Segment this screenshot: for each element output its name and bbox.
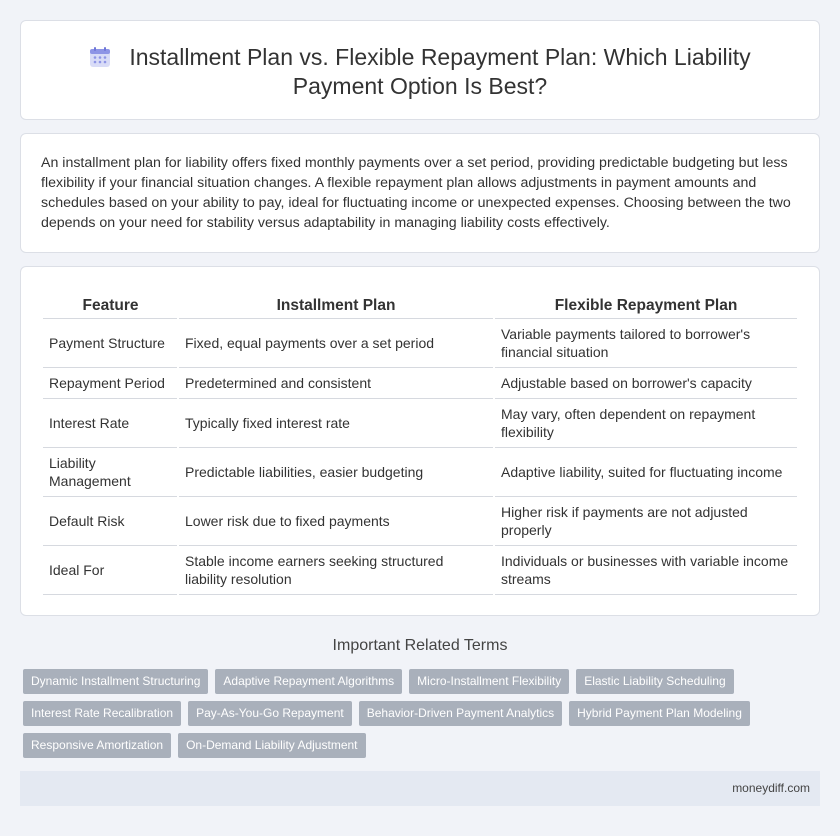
table-cell-flexible: Variable payments tailored to borrower's financial situation (494, 318, 798, 367)
intro-card (20, 133, 820, 253)
table-cell-feature: Liability Management (43, 447, 178, 496)
intro-paragraph: An installment plan for liability offers fixed monthly payments over a set period, providing predictable budgeting but less flexibility if your financial situation changes. A flexible repayment plan allows adjustments in payment amounts and schedules based on your ability to pay, ideal for fluctuating income or unexpected expenses. Choosing between the two depends on your need for stability versus adaptability in managing liability costs effectively. (41, 155, 791, 231)
table-row (43, 545, 798, 594)
related-term-tag[interactable]: Behavior-Driven Payment Analytics (359, 701, 562, 726)
table-cell-feature: Interest Rate (43, 398, 178, 447)
comparison-table (43, 294, 799, 595)
related-term-tag[interactable]: Adaptive Repayment Algorithms (215, 669, 402, 694)
table-cell-installment: Fixed, equal payments over a set period (178, 318, 494, 367)
related-term-tag[interactable]: Dynamic Installment Structuring (23, 669, 208, 694)
table-header-row (43, 294, 798, 318)
table-cell-feature: Default Risk (43, 496, 178, 545)
footer-bar (20, 771, 820, 806)
table-cell-installment: Typically fixed interest rate (178, 398, 494, 447)
related-term-tag[interactable]: On-Demand Liability Adjustment (178, 733, 365, 758)
table-row (43, 398, 798, 447)
calendar-icon (89, 46, 111, 68)
table-row (43, 447, 798, 496)
title-card (20, 20, 820, 120)
table-row (43, 496, 798, 545)
site-name[interactable]: moneydiff.com (732, 781, 810, 795)
related-term-tag[interactable]: Hybrid Payment Plan Modeling (569, 701, 750, 726)
column-header-installment: Installment Plan (178, 294, 494, 318)
related-term-tag[interactable]: Micro-Installment Flexibility (409, 669, 569, 694)
column-header-flexible: Flexible Repayment Plan (494, 294, 798, 318)
table-cell-installment: Lower risk due to fixed payments (178, 496, 494, 545)
table-cell-feature: Payment Structure (43, 318, 178, 367)
related-terms-heading: Important Related Terms (332, 637, 508, 654)
comparison-table-card (20, 266, 820, 616)
table-cell-flexible: Higher risk if payments are not adjusted properly (494, 496, 798, 545)
table-cell-feature: Repayment Period (43, 367, 178, 398)
table-cell-installment: Stable income earners seeking structured liability resolution (178, 545, 494, 594)
related-term-tag[interactable]: Elastic Liability Scheduling (576, 669, 733, 694)
table-cell-flexible: Adjustable based on borrower's capacity (494, 367, 798, 398)
page-title: Installment Plan vs. Flexible Repayment Plan: Which Liability Payment Option Is Best? (129, 44, 751, 99)
table-cell-flexible: May vary, often dependent on repayment flexibility (494, 398, 798, 447)
table-cell-installment: Predetermined and consistent (178, 367, 494, 398)
table-row (43, 367, 798, 398)
table-cell-flexible: Individuals or businesses with variable income streams (494, 545, 798, 594)
related-terms-list (23, 669, 783, 765)
page-title-wrapper (61, 43, 779, 101)
related-term-tag[interactable]: Pay-As-You-Go Repayment (188, 701, 352, 726)
related-term-tag[interactable]: Interest Rate Recalibration (23, 701, 181, 726)
column-header-feature: Feature (43, 294, 178, 318)
table-cell-flexible: Adaptive liability, suited for fluctuating income (494, 447, 798, 496)
table-row (43, 318, 798, 367)
table-cell-installment: Predictable liabilities, easier budgeting (178, 447, 494, 496)
table-cell-feature: Ideal For (43, 545, 178, 594)
related-term-tag[interactable]: Responsive Amortization (23, 733, 171, 758)
